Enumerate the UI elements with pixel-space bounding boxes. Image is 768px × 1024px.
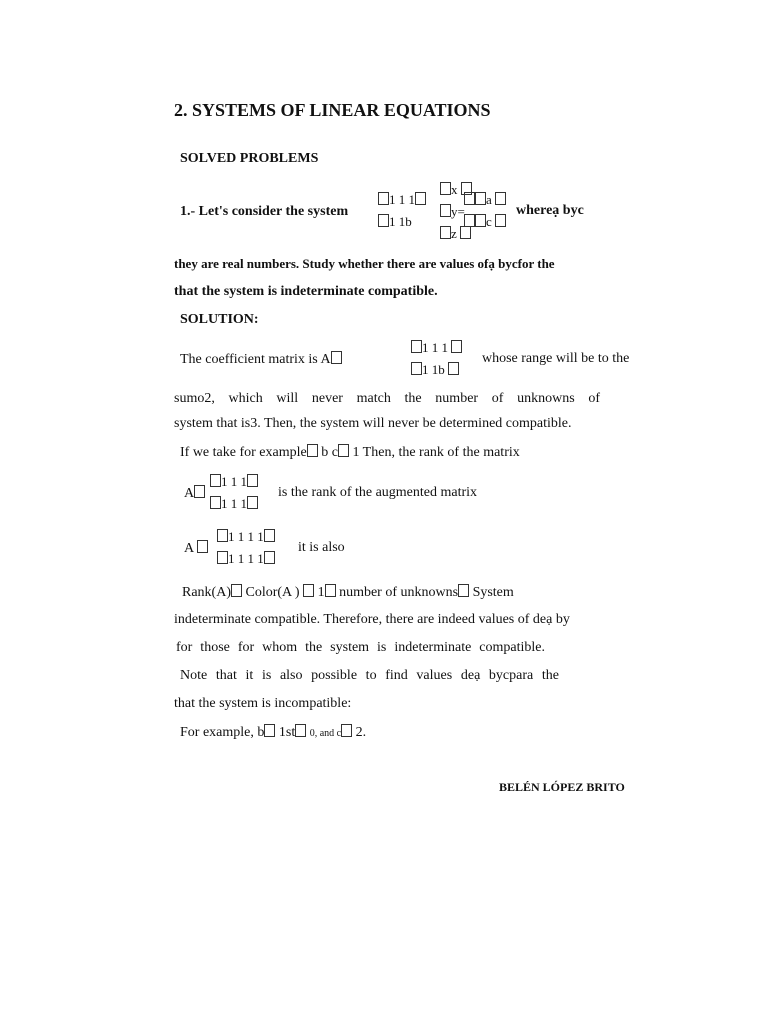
matA-lead: A (184, 485, 205, 502)
problem-lead: 1.- Let's consider the system (180, 204, 349, 219)
para1-line3: If we take for example b c 1 Then, the rank of the matrix (180, 445, 520, 460)
problem-line2: they are real numbers. Study whether there are values ofạ bycfor the (174, 256, 555, 271)
bracket-glyph (338, 444, 349, 457)
bracket-glyph (197, 540, 208, 553)
bracket-glyph (307, 444, 318, 457)
bracket-glyph (495, 214, 506, 227)
bracket-glyph (217, 529, 228, 542)
bracket-glyph (247, 496, 258, 509)
coef-lead: The coefficient matrix is A (180, 351, 342, 368)
bracket-glyph (475, 214, 486, 227)
bracket-glyph (231, 584, 242, 597)
bracket-glyph (440, 204, 451, 217)
var-z: z (440, 226, 471, 242)
para2-line3: for those for whom the system is indeterminate compatible. (176, 640, 545, 655)
bracket-glyph (411, 362, 422, 375)
bracket-glyph (451, 340, 462, 353)
coef-tail: whose range will be to the (482, 351, 630, 366)
bracket-glyph (210, 474, 221, 487)
matA-row1: 1 1 1 (210, 474, 258, 490)
para2-line5: that the system is incompatible: (174, 696, 352, 711)
bracket-glyph (341, 724, 352, 737)
bracket-glyph (378, 192, 389, 205)
matA-tail: is the rank of the augmented matrix (278, 485, 478, 500)
bracket-glyph (325, 584, 336, 597)
var-x: x (440, 182, 472, 198)
bracket-glyph (247, 474, 258, 487)
rhs-c: c (464, 214, 506, 230)
para2-line6: For example, b 1st 0, and c 2. (180, 725, 367, 740)
para2-line4: Note that it is also possible to find values deạ bycpara the (180, 668, 559, 683)
problem-line3: that the system is indeterminate compatible. (174, 284, 438, 299)
bracket-glyph (264, 551, 275, 564)
coef-matrix-row2: 1 1b (411, 362, 459, 378)
bracket-glyph (448, 362, 459, 375)
coef-matrix-row1: 1 1 1 (411, 340, 462, 356)
var-y: y= (440, 204, 465, 220)
bracket-glyph (303, 584, 314, 597)
bracket-glyph (264, 724, 275, 737)
bracket-glyph (411, 340, 422, 353)
bracket-glyph (495, 192, 506, 205)
where-text: whereạ byc (516, 203, 584, 218)
bracket-glyph (464, 192, 475, 205)
bracket-glyph (217, 551, 228, 564)
bracket-glyph (264, 529, 275, 542)
bracket-glyph (458, 584, 469, 597)
bracket-glyph (295, 724, 306, 737)
bracket-glyph (440, 182, 451, 195)
bracket-glyph (464, 214, 475, 227)
bracket-glyph (475, 192, 486, 205)
system-matrix-row1: 1 1 1 (378, 192, 426, 208)
bracket-glyph (440, 226, 451, 239)
author-name: BELÉN LÓPEZ BRITO (499, 780, 625, 794)
para1-line1: sumo2, which will never match the number of unknowns of (174, 391, 600, 406)
para2-line2: indeterminate compatible. Therefore, there are indeed values of deạ by (174, 612, 570, 627)
matAug-lead: A (184, 540, 208, 557)
page-title: 2. SYSTEMS OF LINEAR EQUATIONS (174, 100, 491, 120)
matA-row2: 1 1 1 (210, 496, 258, 512)
para2-line1: Rank(A) Color(A ) 1 number of unknowns System (182, 585, 514, 600)
matAug-tail: it is also (298, 540, 345, 555)
section-subtitle: SOLVED PROBLEMS (180, 151, 319, 166)
solution-label: SOLUTION: (180, 312, 259, 327)
bracket-glyph (194, 485, 205, 498)
matAug-row2: 1 1 1 1 (217, 551, 275, 567)
bracket-glyph (415, 192, 426, 205)
system-matrix-row2: 1 1b (378, 214, 412, 230)
rhs-a: a (464, 192, 506, 208)
bracket-glyph (210, 496, 221, 509)
bracket-glyph (378, 214, 389, 227)
matAug-row1: 1 1 1 1 (217, 529, 275, 545)
para1-line2: system that is3. Then, the system will never be determined compatible. (174, 416, 572, 431)
bracket-glyph (331, 351, 342, 364)
